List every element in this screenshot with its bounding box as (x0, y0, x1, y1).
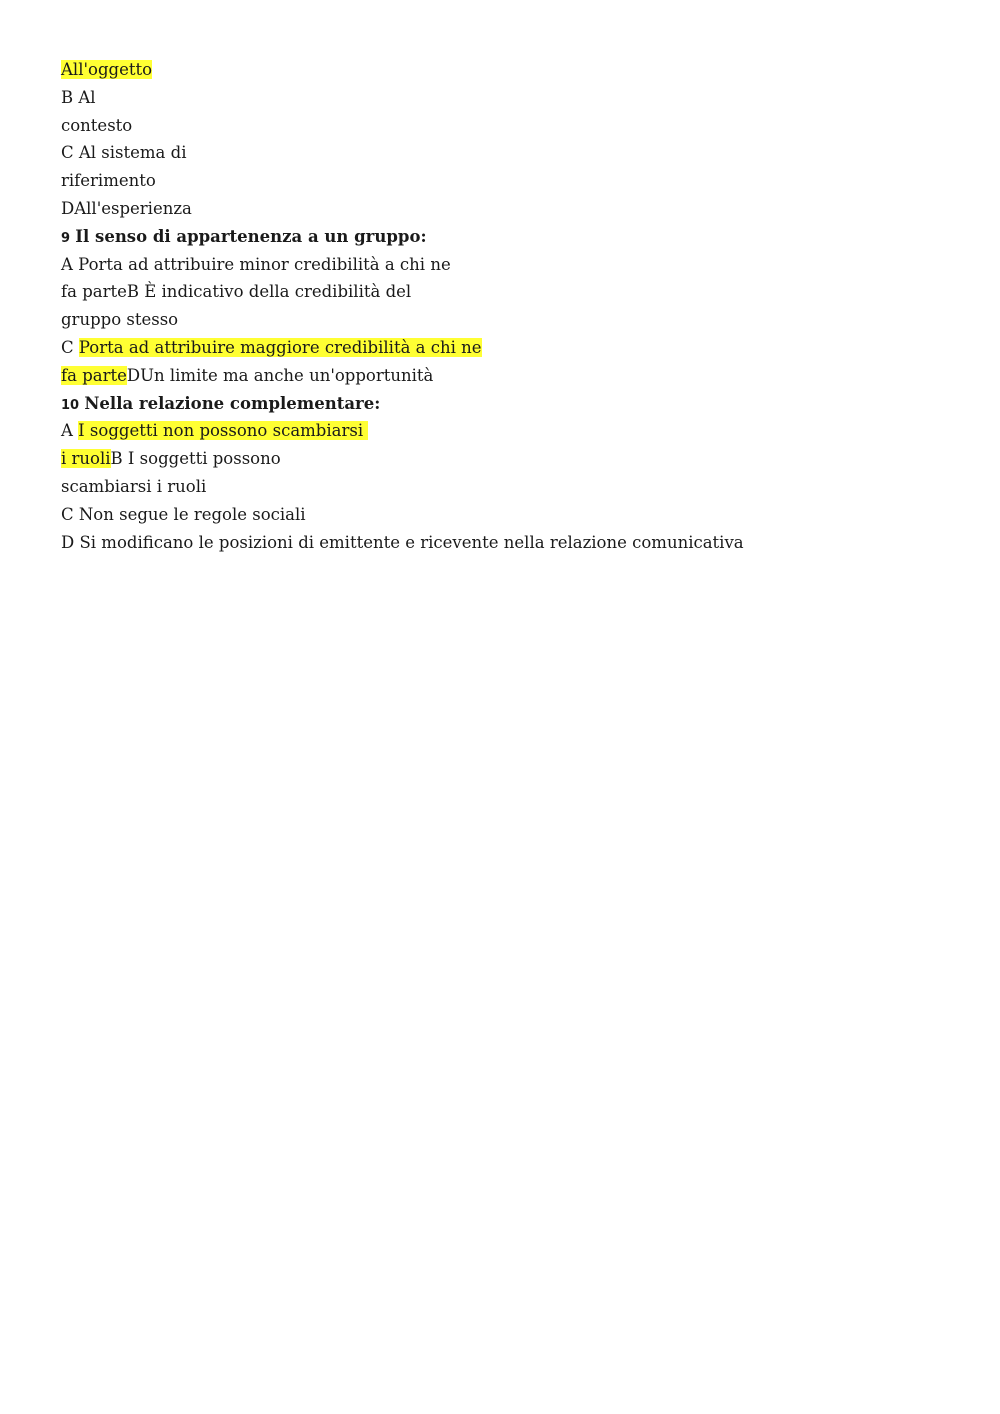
q8-option-a-highlighted: All'oggetto (61, 60, 153, 79)
q10-option-d-line: D Si modificano le posizioni di emittente e ricevente nella relazione comunicativa (61, 532, 744, 552)
q10-option-c-line: C Non segue le regole sociali (61, 504, 306, 524)
q9-option-c-highlighted-1: Porta ad attribuire maggiore credibilità a chi ne (78, 337, 482, 357)
q10-option-a-b-line (61, 445, 941, 473)
q8-option-b-line-1: B Al (61, 87, 96, 107)
q9-option-b-line-2: gruppo stesso (61, 310, 179, 330)
q8-option-c-line-1: C Al sistema di (61, 143, 187, 163)
q10-question-text: Nella relazione complementare: (84, 393, 381, 413)
q9-number: 9 (61, 230, 71, 246)
q9-option-c-line-1 (61, 334, 941, 362)
q9-question-text: Il senso di appartenenza a un gruppo: (75, 226, 427, 246)
q9-option-a-line-2: fa parte (61, 282, 127, 302)
q10-number: 10 (61, 397, 80, 413)
q10-question-line (61, 390, 941, 418)
q10-option-a-highlighted-1: I soggetti non possono scambiarsi (78, 421, 369, 441)
q9-option-a-b-line (61, 278, 941, 306)
q10-option-a-line-1 (61, 417, 941, 445)
q8-option-b-line-2: contesto (61, 115, 133, 135)
q9-option-c-d-line (61, 362, 941, 390)
q8-option-d-line: DAll'esperienza (61, 198, 192, 218)
q8-option-c-line-2: riferimento (61, 171, 156, 191)
q9-option-d: DUn limite ma anche un'opportunità (126, 365, 434, 385)
q9-option-c-prefix: C (61, 337, 79, 357)
q8-option-a-line (61, 56, 941, 84)
q10-option-a-highlighted-2: i ruoli (61, 449, 111, 469)
q10-option-b-line-1: B I soggetti possono (110, 449, 281, 469)
q10-option-a-prefix: A (61, 421, 79, 441)
q9-option-b-line-1: B È indicativo della credibilità del (126, 282, 412, 302)
document-content (61, 56, 941, 556)
q10-option-b-line-2: scambiarsi i ruoli (61, 476, 207, 496)
q9-option-c-highlighted-2: fa parte (61, 365, 127, 385)
q9-option-a-line-1: A Porta ad attribuire minor credibilità a chi ne (61, 254, 451, 274)
q9-question-line (61, 223, 941, 251)
